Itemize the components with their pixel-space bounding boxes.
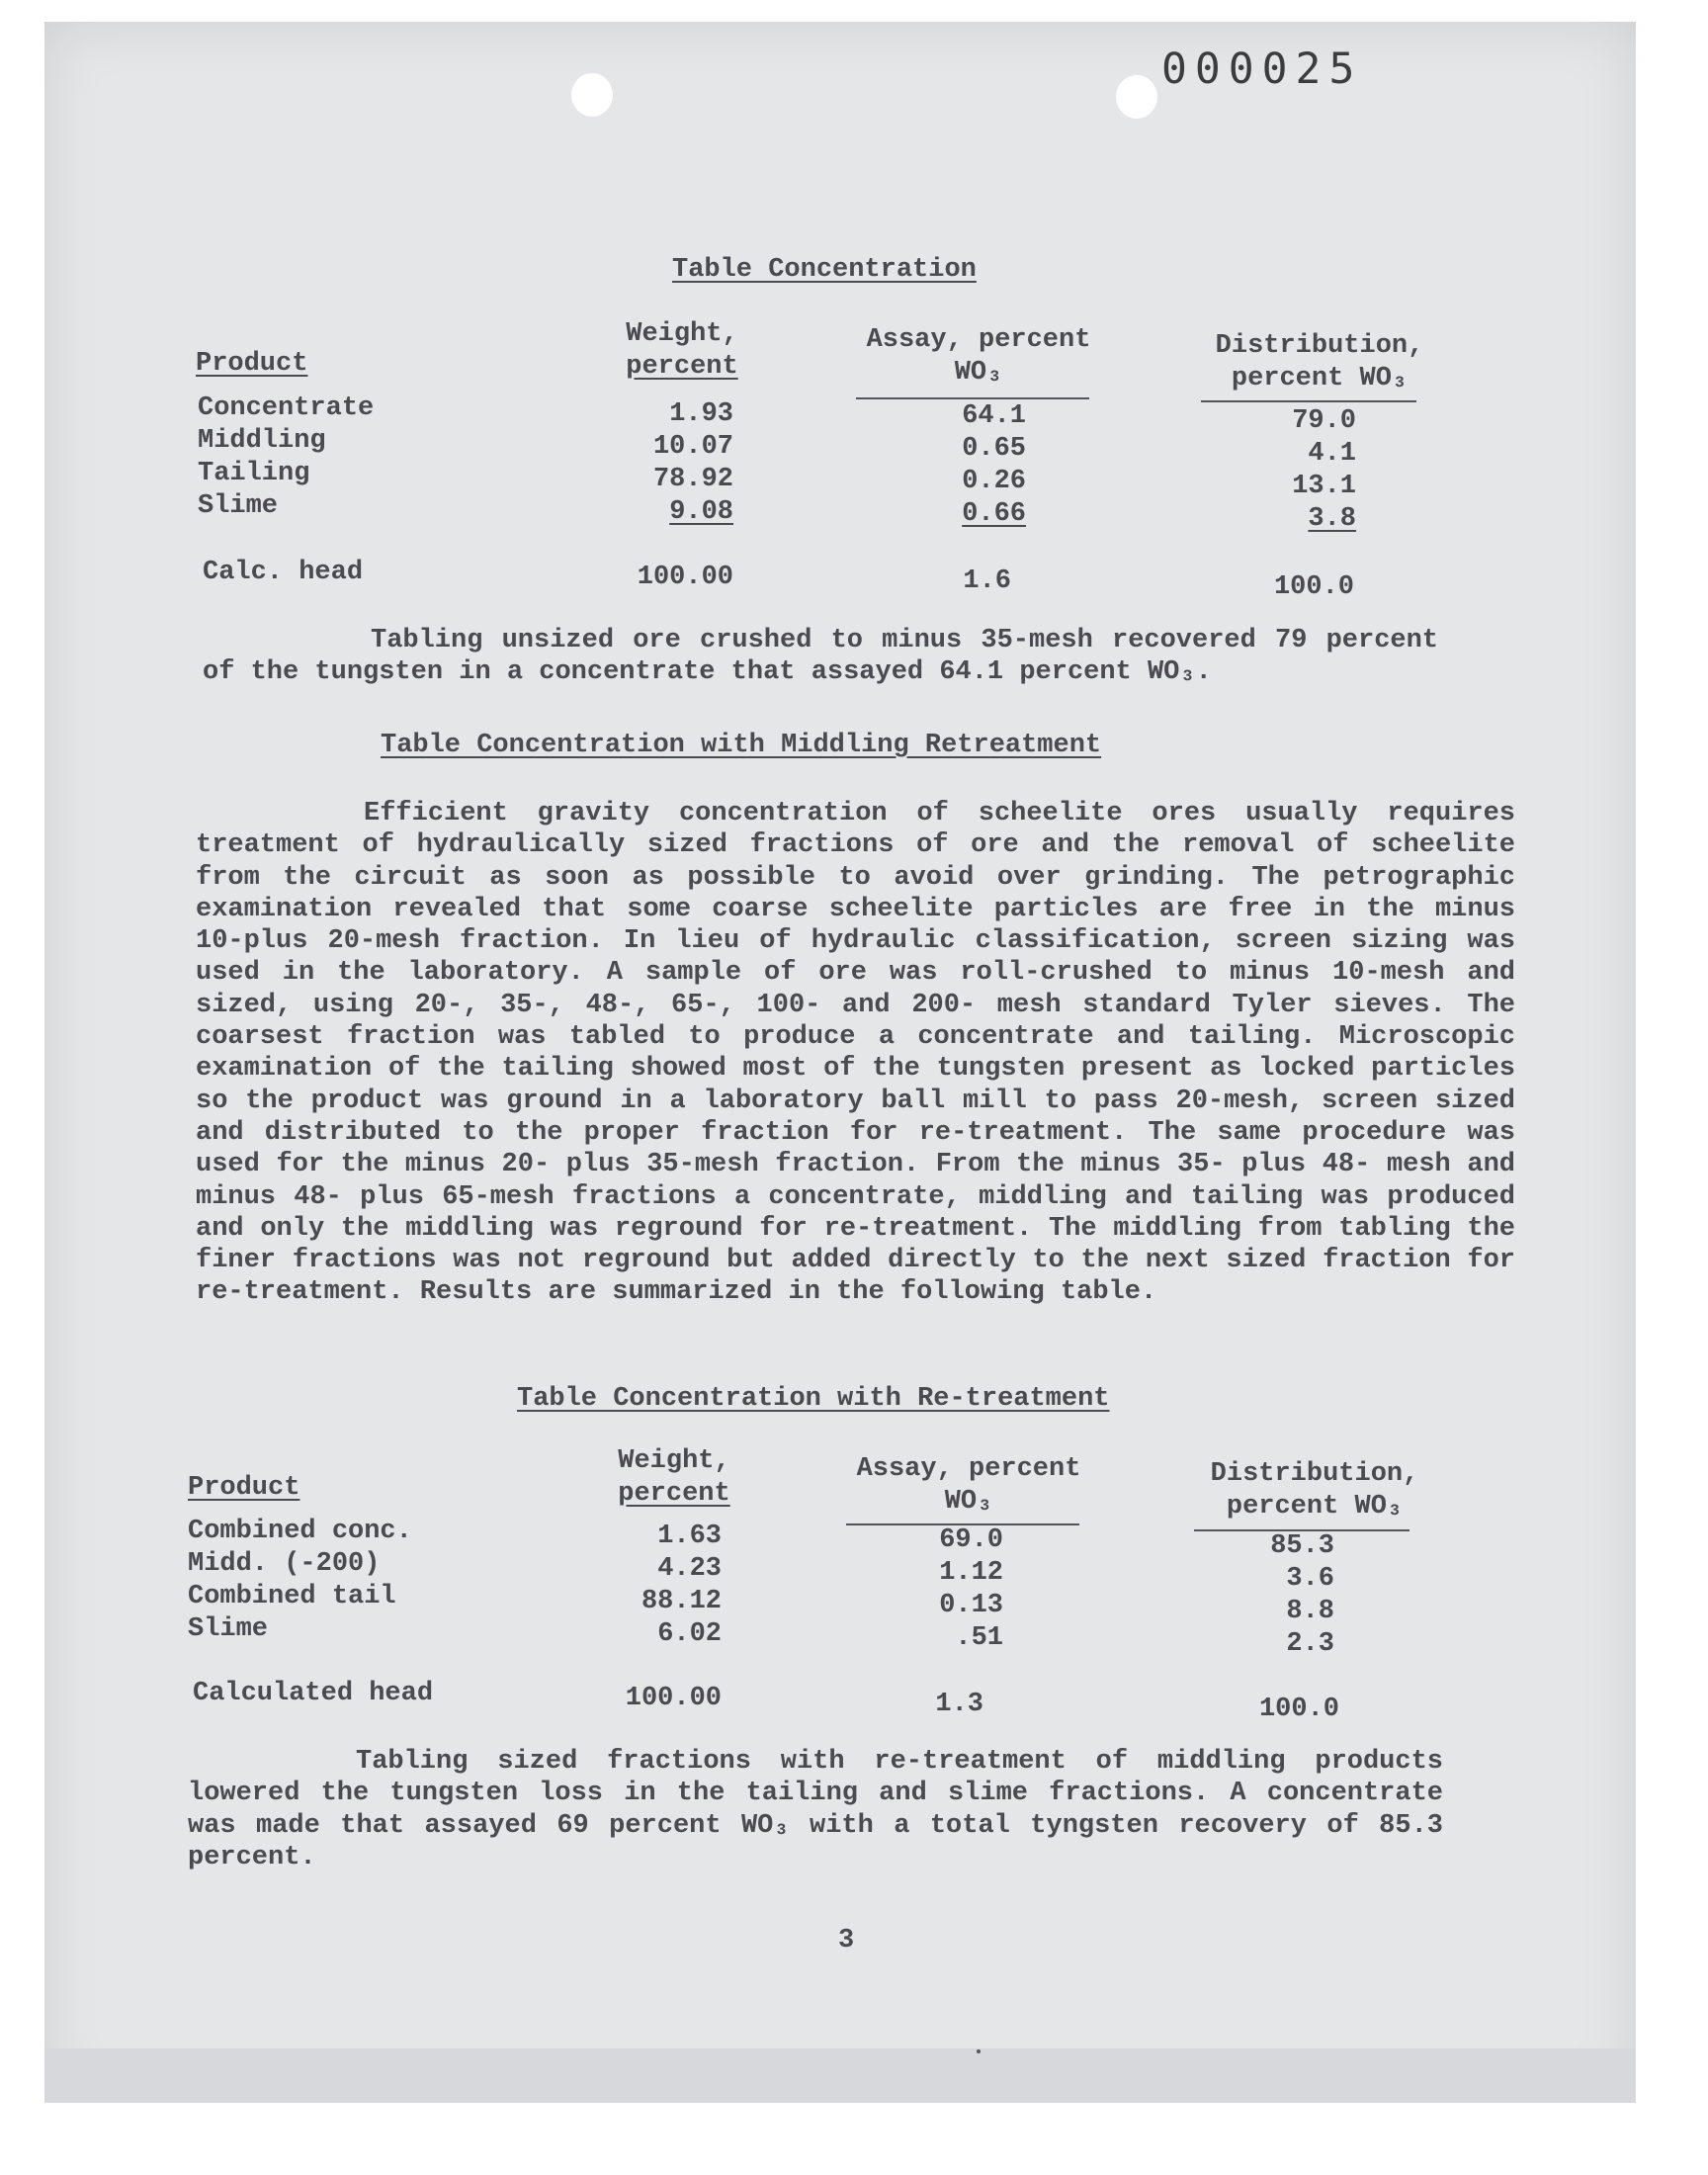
table-row-distribution: 8.8 xyxy=(1286,1597,1334,1626)
table-row-product: Combined tail xyxy=(188,1582,396,1611)
document-number: 000025 xyxy=(1161,44,1363,94)
table2-total-distribution: 100.0 xyxy=(1258,1695,1339,1724)
punch-hole-left xyxy=(571,73,613,117)
table-row-assay: .51 xyxy=(955,1623,1003,1653)
table2-total-assay: 1.3 xyxy=(935,1690,983,1719)
table-row-product: Tailing xyxy=(198,459,310,488)
table-row-assay: 0.26 xyxy=(962,467,1026,496)
table1-product-column xyxy=(198,392,374,523)
table-row-weight: 10.07 xyxy=(652,432,733,462)
table1-total-weight: 100.00 xyxy=(637,563,733,592)
table-row-assay: 0.66 xyxy=(962,499,1026,529)
table2-product-column xyxy=(188,1516,412,1646)
table-row-weight: 1.63 xyxy=(657,1522,722,1551)
table-row-weight: 78.92 xyxy=(652,465,733,494)
table1-header-distribution: Distribution, percent WO₃ xyxy=(1215,331,1424,393)
table-row-assay: 69.0 xyxy=(939,1525,1003,1555)
table-row-assay: 1.12 xyxy=(939,1558,1003,1588)
table-row-assay: 0.13 xyxy=(939,1591,1003,1620)
punch-hole-right xyxy=(1116,75,1157,119)
table-row-product: Slime xyxy=(188,1614,269,1644)
table-row-weight: 6.02 xyxy=(657,1619,722,1649)
table1-header-product: Product xyxy=(196,349,308,379)
table-row-distribution: 13.1 xyxy=(1292,472,1356,501)
dust-speck xyxy=(977,2049,981,2053)
table-row-weight: 9.08 xyxy=(669,497,733,527)
paragraph-table1-summary: Tabling unsized ore crushed to minus 35-mesh recovered 79 percent of the tungsten in a concentrate that assayed 64.1 percent WO₃. xyxy=(203,626,1438,688)
table2-assay-column xyxy=(890,1524,1003,1655)
table1-total-assay: 1.6 xyxy=(963,566,1011,596)
table2-header-weight: Weight, percent xyxy=(618,1446,730,1509)
table-row-product: Concentrate xyxy=(198,393,375,423)
page-number: 3 xyxy=(838,1926,855,1956)
table-row-product: Slime xyxy=(198,491,279,521)
section2-heading: Table Concentration with Middling Retreatment xyxy=(381,731,1102,760)
table-row-weight: 1.93 xyxy=(669,399,733,429)
table-row-assay: 0.65 xyxy=(962,434,1026,464)
table1-distribution-column xyxy=(1245,405,1356,536)
table2-total-weight: 100.00 xyxy=(625,1684,722,1713)
table2-weight-column xyxy=(608,1521,722,1651)
table-row-distribution: 79.0 xyxy=(1292,406,1356,436)
table-row-distribution: 3.6 xyxy=(1286,1564,1334,1594)
table1-header-assay: Assay, percent WO₃ xyxy=(866,325,1091,388)
table-row-distribution: 85.3 xyxy=(1270,1531,1334,1561)
table1-distribution-rule xyxy=(1201,400,1416,402)
table-row-weight: 88.12 xyxy=(640,1587,722,1616)
table2-distribution-column xyxy=(1245,1530,1334,1661)
scan-bottom-band xyxy=(44,2048,1636,2103)
table-row-product: Midd. (-200) xyxy=(188,1549,381,1579)
table1-assay-column xyxy=(890,400,1026,531)
table2-header-assay: Assay, percent WO₃ xyxy=(856,1454,1081,1517)
table1-assay-rule xyxy=(856,397,1089,399)
paragraph-method: Efficient gravity concentration of scheelite ores usually requires treatment of hydraulically sized fractions of ore and the removal of scheelite from the circuit as soon as possible to avoid over grinding. The petrographic examination revealed that some coarse scheelite particles are free in the minus 10-plus 20-mesh fraction. In lieu of hydraulic classification, screen sizing was used in the laboratory. A sample of ore was roll-crushed to minus 10-mesh and sized, using 20-, 35-, 48-, 65-, 100- and 200- mesh standard Tyler sieves. The coarsest fraction was tabled to produce a concentrate and tailing. Microscopic examination of the tailing showed most of the tungsten present as locked particles so the product was ground in a laboratory ball mill to pass 20-mesh, screen sized and distributed to the proper fraction for re-treatment. The same procedure was used for the minus 20- plus 35-mesh fraction. From the minus 35- plus 48- mesh and minus 48- plus 65-mesh fractions a concentrate, middling and tailing was produced and only the middling was reground for re-treatment. The middling from tabling the finer fractions was not reground but added directly to the next sized fraction for re-treatment. Results are summarized in the following table. xyxy=(196,799,1515,1308)
table1-total-distribution: 100.0 xyxy=(1273,572,1354,602)
table-row-product: Combined conc. xyxy=(188,1517,412,1546)
table-row-distribution: 4.1 xyxy=(1308,439,1356,469)
table-row-assay: 64.1 xyxy=(962,401,1026,431)
paragraph-table2-summary: Tabling sized fractions with re-treatment of middling products lowered the tungsten loss in the tailing and slime fractions. A concentrate was made that assayed 69 percent WO₃ with a total tyngsten recovery of 85.3 percent. xyxy=(188,1747,1443,1872)
table2-header-product: Product xyxy=(188,1473,300,1503)
table-row-distribution: 2.3 xyxy=(1286,1629,1334,1659)
table2-total-label: Calculated head xyxy=(193,1679,434,1708)
table-row-product: Middling xyxy=(198,426,326,456)
table1-total-label: Calc. head xyxy=(203,558,364,587)
table-row-weight: 4.23 xyxy=(657,1554,722,1584)
table1-title: Table Concentration xyxy=(672,255,977,285)
table2-header-distribution: Distribution, percent WO₃ xyxy=(1210,1459,1419,1522)
table1-weight-column xyxy=(613,398,733,529)
table1-header-weight: Weight, percent xyxy=(626,319,738,382)
table-row-distribution: 3.8 xyxy=(1308,504,1356,534)
table2-title: Table Concentration with Re-treatment xyxy=(517,1384,1110,1414)
